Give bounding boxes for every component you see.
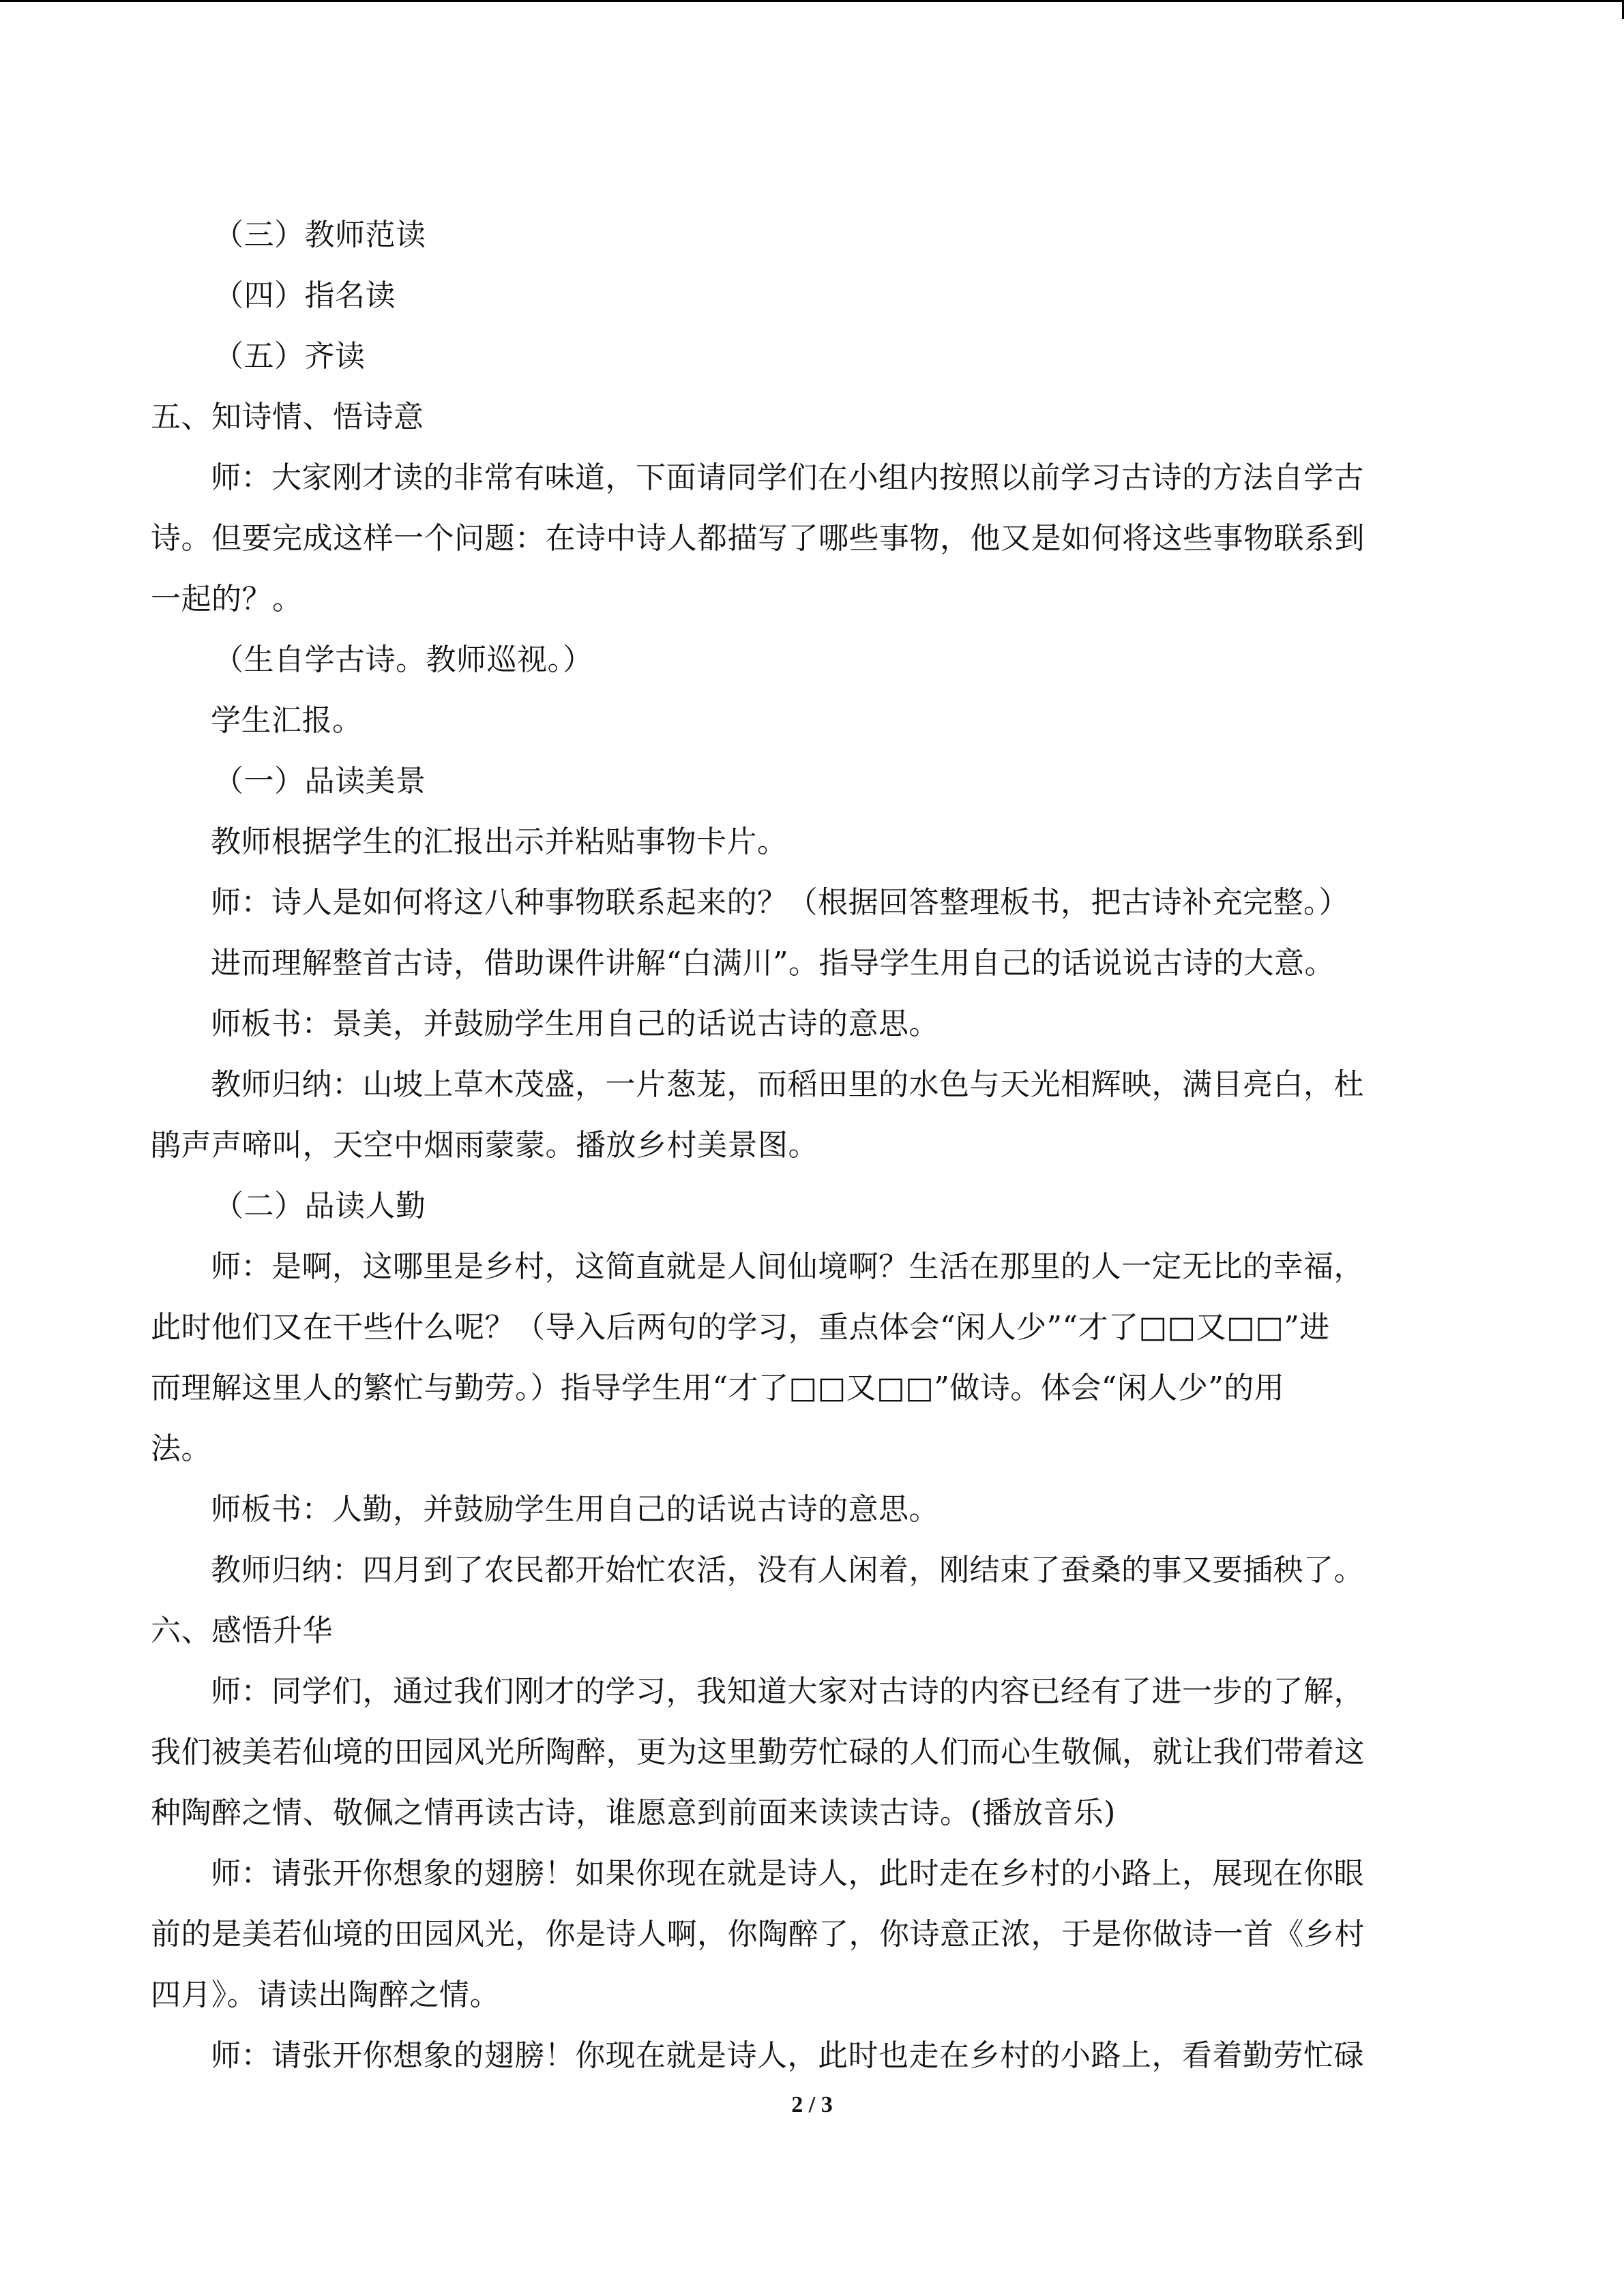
- text-line: 一起的？。: [151, 582, 303, 616]
- text-line: 教师根据学生的汇报出示并粘贴事物卡片。: [211, 824, 788, 859]
- subsection-label: （生自学古诗。教师巡视。）: [213, 642, 593, 677]
- section-heading: 六、感悟升华: [151, 1613, 333, 1648]
- text-line: 师：是啊，这哪里是乡村，这简直就是人间仙境啊？生活在那里的人一定无比的幸福，: [211, 1249, 1364, 1284]
- text-line: 教师归纳：四月到了农民都开始忙农活，没有人闲着，刚结束了蚕桑的事又要插秧了。: [211, 1553, 1364, 1587]
- text-line: 师板书：景美，并鼓励学生用自己的话说古诗的意思。: [211, 1007, 939, 1041]
- document-body: [151, 205, 1474, 2086]
- text-line: 此时他们又在干些什么呢？（导入后两句的学习，重点体会“闲人少”“才了□□又□□”进: [151, 1310, 1330, 1345]
- text-line: 师：请张开你想象的翅膀！你现在就是诗人，此时也走在乡村的小路上，看着勤劳忙碌: [211, 2038, 1364, 2073]
- text-line: 而理解这里人的繁忙与勤劳。）指导学生用“才了□□又□□”做诗。体会“闲人少”的用: [151, 1371, 1285, 1405]
- page-number: 2 / 3: [791, 2092, 833, 2117]
- text-line: 我们被美若仙境的田园风光所陶醉，更为这里勤劳忙碌的人们而心生敬佩，就让我们带着这: [151, 1735, 1365, 1770]
- subsection-label: （四）指名读: [213, 278, 396, 313]
- subsection-label: （三）教师范读: [213, 218, 426, 252]
- subsection-label: （二）品读人勤: [213, 1189, 426, 1223]
- subsection-label: （五）齐读: [213, 339, 366, 374]
- text-line: 师：大家刚才读的非常有味道，下面请同学们在小组内按照以前学习古诗的方法自学古: [211, 460, 1364, 495]
- subsection-label: （一）品读美景: [213, 764, 426, 799]
- text-line: 教师归纳：山坡上草木茂盛，一片葱茏，而稻田里的水色与天光相辉映，满目亮白，杜: [211, 1067, 1364, 1102]
- text-line: 种陶醉之情、敬佩之情再读古诗，谁愿意到前面来读读古诗。(播放音乐): [151, 1795, 1116, 1830]
- text-line: 师板书：人勤，并鼓励学生用自己的话说古诗的意思。: [211, 1492, 939, 1527]
- text-line: 进而理解整首古诗，借助课件讲解“白满川”。指导学生用自己的话说说古诗的大意。: [211, 946, 1335, 981]
- text-line: 学生汇报。: [211, 703, 363, 738]
- text-line: 师：诗人是如何将这八种事物联系起来的？（根据回答整理板书，把古诗补充完整。）: [211, 885, 1349, 920]
- text-line: 法。: [151, 1431, 211, 1466]
- text-line: 鹃声声啼叫，天空中烟雨蒙蒙。播放乡村美景图。: [151, 1128, 818, 1163]
- section-heading: 五、知诗情、悟诗意: [151, 400, 424, 434]
- text-line: 师：同学们，通过我们刚才的学习，我知道大家对古诗的内容已经有了进一步的了解，: [211, 1674, 1364, 1709]
- text-line: 诗。但要完成这样一个问题：在诗中诗人都描写了哪些事物，他又是如何将这些事物联系到: [151, 521, 1365, 556]
- text-line: 前的是美若仙境的田园风光，你是诗人啊，你陶醉了，你诗意正浓，于是你做诗一首《乡村: [151, 1917, 1365, 1952]
- text-line: 师：请张开你想象的翅膀！如果你现在就是诗人，此时走在乡村的小路上，展现在你眼: [211, 1856, 1364, 1891]
- top-border: [0, 0, 1624, 2]
- text-line: 四月》。请读出陶醉之情。: [151, 1978, 500, 2012]
